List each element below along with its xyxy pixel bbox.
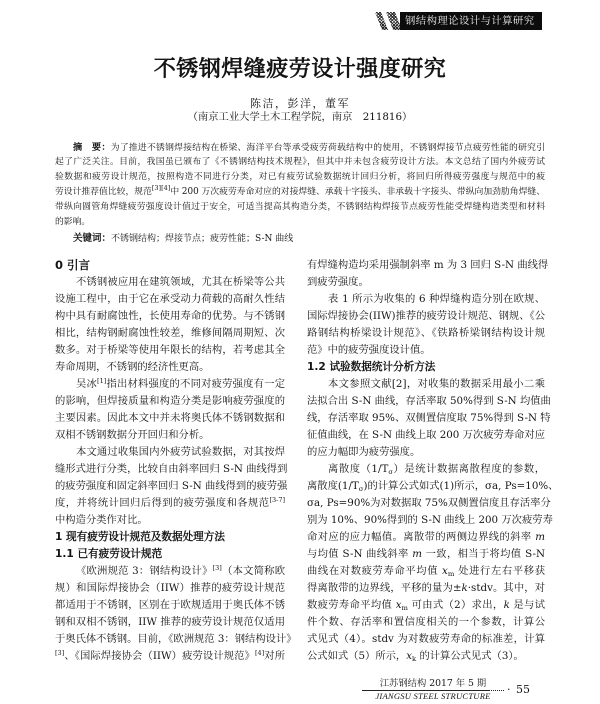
body-text: 处进行左右平移获 [454, 565, 545, 577]
body-text: 数疲劳寿命平均值 [307, 599, 396, 611]
body-line: 双相不锈钢数据分开回归和分析。 [55, 429, 210, 441]
math-variable: x [406, 650, 413, 662]
abstract-text: 中 200 万次疲劳寿命对应的对接焊缝、承载十字接头、非承载十字接头、带纵向加劲肋角焊缝、 [170, 187, 545, 197]
body-text: )的计算公式如式(1)所示，σa, Ps=10%、 [363, 480, 559, 492]
body-line [307, 597, 545, 614]
paragraph [307, 461, 559, 665]
body-text: ）是统计数据离散程度的参数， [392, 463, 545, 475]
paragraph [307, 291, 545, 359]
body-line [55, 563, 285, 580]
math-variable: x [395, 599, 402, 611]
citation-ref: [4] [254, 649, 265, 657]
body-line: 数多。对于桥梁等使用年限长的结构，若考虑其全 [55, 344, 285, 356]
subscript: m [401, 604, 408, 612]
body-line: 件个数、存活率和置信度相关的一个参数，计算公 [307, 616, 545, 628]
subscript: σ [388, 468, 393, 476]
abstract-label: 摘 要： [73, 142, 111, 153]
citation-ref: [3-7] [269, 496, 285, 504]
right-column [307, 257, 559, 665]
bullet-icon: · [507, 683, 511, 696]
body-line: 式见式（4）。stdv 为对数疲劳寿命的标准差，计算 [307, 633, 545, 645]
body-text: （本文简称欧 [221, 565, 286, 577]
body-text: 度，并将统计回归后得到的疲劳强度和各规范 [55, 497, 270, 509]
subsection-heading: 1.2 试验数据统计分析方法 [307, 361, 436, 373]
keywords-value: 不锈钢结构；焊接节点；疲劳性能；S-N 曲线 [111, 234, 294, 244]
abstract-line [55, 140, 545, 155]
body-line: 征值曲线，在 S-N 曲线上取 200 万次疲劳寿命对应 [307, 429, 546, 441]
body-line: 主要因素。因此本文中并未将奥氏体不锈钢数据和 [55, 412, 285, 424]
body-text: 、《国际焊接协会（IIW）疲劳设计规范》 [64, 650, 255, 662]
citation-ref: [3][4] [151, 184, 171, 192]
body-line: 规）和国际焊接协会（IIW）推荐的疲劳设计规范 [55, 582, 285, 594]
paragraph [55, 444, 288, 529]
body-line: σa, Ps=90%为对数据取 75%双侧置信度且存活率分 [307, 497, 551, 509]
body-text: 曲线在对数疲劳寿命平均值 [307, 565, 443, 577]
body-line: 中构造分类作对比。 [55, 514, 148, 526]
body-line: 不锈钢被应用在建筑领域，尤其在桥梁等公共 [76, 276, 285, 288]
body-line [307, 478, 559, 495]
page-number: 55 [516, 683, 530, 696]
body-line [307, 648, 545, 665]
abstract-line: 的影响。 [55, 217, 91, 227]
running-header-band [400, 12, 542, 30]
section-heading: 1 现有疲劳设计规范及数据处理方法 [55, 531, 225, 543]
body-line: 路钢结构桥梁设计规范》、《铁路桥梁钢结构设计规 [307, 327, 545, 339]
left-column [55, 257, 297, 665]
body-line: 范》中的疲劳强度设计值。 [307, 344, 431, 356]
section-heading: 0 引言 [55, 258, 91, 272]
header-hatch-decoration [375, 12, 388, 30]
body-line: 构中具有耐腐蚀性，长使用寿命的优势。与不锈钢 [55, 310, 285, 322]
body-line [307, 580, 545, 597]
paragraph [55, 376, 285, 444]
citation-ref: [1] [97, 377, 107, 385]
citation-ref: [3] [55, 649, 65, 657]
body-line: 本文通过收集国内外疲劳试验数据，对其按焊 [76, 446, 285, 458]
body-line: 的疲劳强度和固定斜率回归 S-N 曲线得到的疲劳强 [55, 480, 288, 492]
body-line [55, 648, 285, 665]
math-variable: m [412, 548, 423, 560]
abstract-line: 验数据和疲劳设计规范，按照构造不同进行分类，对已有疲劳试验数据统计回归分析，将回归所得疲劳强度与规范中的疲 [55, 172, 545, 182]
body-line: 相比，结构钢耐腐蚀性较差，维修间隔周期短、次 [55, 327, 285, 339]
body-line: 国际焊接协会(IIW)推荐的疲劳设计规范、钢规、《公 [307, 310, 545, 322]
subscript: k [412, 655, 417, 663]
body-text: 吴冰 [76, 378, 98, 390]
body-text: 对所 [264, 650, 286, 662]
paragraph [55, 274, 285, 376]
body-text: 得离散带的边界线，平移的量为± [307, 582, 462, 594]
body-text: 一致，相当于将均值 S-N [422, 548, 545, 560]
body-text: 《欧洲规范 3：钢结构设计》 [76, 565, 213, 577]
body-line: 于奥氏体不锈钢。目前，《欧洲规范 3：钢结构设计》 [55, 633, 297, 645]
body-text: 公式如式（5）所示， [307, 650, 407, 662]
body-text: 命对应的应力幅值。离散带的两侧边界线的斜率 [307, 531, 536, 543]
body-line [307, 461, 545, 478]
subscript: m [447, 570, 455, 578]
math-variable: x [442, 565, 448, 577]
subscript: σ [358, 485, 364, 493]
paragraph [55, 563, 297, 665]
body-line: 别为 10%、90%得到的 S-N 曲线上 200 万次疲劳寿 [307, 514, 553, 526]
abstract-line: 带纵向圆管角焊缝疲劳强度设计值过于安全，可适当提高其构造分类，不锈钢结构焊接节点疲劳性能受焊缝构造类型和材料 [55, 202, 545, 212]
body-line: 表 1 所示为收集的 6 种焊缝构造分别在欧规、 [328, 293, 545, 305]
body-line: 的影响，但焊接质量和构造分类是影响疲劳强度的 [55, 395, 285, 407]
body-line [55, 495, 285, 512]
body-text: 的计算公式见式（3）。 [416, 650, 524, 662]
abstract [55, 140, 545, 230]
running-header-label: 钢结构理论设计与计算研究 [405, 15, 535, 27]
body-text: ·stdv。其中，对 [467, 582, 545, 594]
body-line: 都适用于不锈钢，区别在于欧规适用于奥氏体不锈 [55, 599, 285, 611]
math-variable: m [535, 531, 545, 543]
body-line [307, 563, 545, 580]
citation-ref: [3] [212, 564, 222, 572]
math-variable: k [461, 582, 468, 594]
body-line: 钢和双相不锈钢，IIW 推荐的疲劳设计规范仅适用 [55, 616, 285, 628]
body-line [55, 376, 285, 393]
body-line: 有焊缝构造均采用强制斜率 m 为 3 回归 S-N 曲线得 [307, 259, 549, 271]
body-line: 寿命周期，不锈钢的经济性更高。 [55, 361, 210, 373]
abstract-line [55, 185, 545, 200]
abstract-text: 劳设计推荐值比较，规范 [55, 187, 152, 197]
abstract-text: 为了推进不锈钢焊接结构在桥梁、海洋平台等承受疲劳荷载结构中的使用，不锈钢焊接节点疲劳性能的研究引 [110, 143, 546, 153]
paragraph [307, 376, 551, 461]
body-text: 离散度(1/T [307, 480, 359, 492]
paper-authors: 陈洁，彭洋，董军 [250, 97, 350, 110]
body-text: 是与试 [509, 599, 545, 611]
body-line [307, 529, 545, 546]
body-text: 可由式（2）求出， [407, 599, 504, 611]
body-text: 与均值 S-N 曲线斜率 [307, 548, 413, 560]
paragraph [307, 257, 549, 291]
journal-name-cn: 江苏钢结构 2017 年 5 期 [379, 678, 487, 689]
subsection-heading: 1.1 已有疲劳设计规范 [55, 548, 163, 560]
paper-title: 不锈钢焊缝疲劳设计强度研究 [153, 57, 447, 82]
math-variable: k [503, 599, 510, 611]
body-line: 线，存活率取 95%、双侧置信度取 75%得到 S-N 特 [307, 412, 551, 424]
body-line: 到疲劳强度。 [307, 276, 369, 288]
keywords [73, 231, 293, 247]
body-line [307, 546, 545, 563]
body-line: 本文参照文献[2]，对收集的数据采用最小二乘 [328, 378, 545, 390]
body-text: 指出材料强度的不同对疲劳强度有一定 [106, 378, 286, 390]
body-line: 设施工程中，由于它在承受动力荷载的高耐久性结 [55, 293, 285, 305]
body-text: 离散度（1/T [328, 463, 389, 475]
author-affiliation: （南京工业大学土木工程学院，南京 211816） [187, 111, 413, 123]
journal-name-en: JIANGSU STEEL STRUCTURE [375, 691, 491, 701]
keywords-label: 关键词： [73, 233, 112, 244]
body-line: 的应力幅即为疲劳强度。 [307, 446, 421, 458]
body-line: 法拟合出 S-N 曲线，存活率取 50%得到 S-N 均值曲 [307, 395, 551, 407]
abstract-line: 起了广泛关注。目前，我国虽已颁布了《不锈钢结构技术规程》，但其中并未包含疲劳设计方法。本文总结了国内外疲劳试 [55, 157, 545, 167]
body-line: 缝形式进行分类，比较自由斜率回归 S-N 曲线得到 [55, 463, 288, 475]
